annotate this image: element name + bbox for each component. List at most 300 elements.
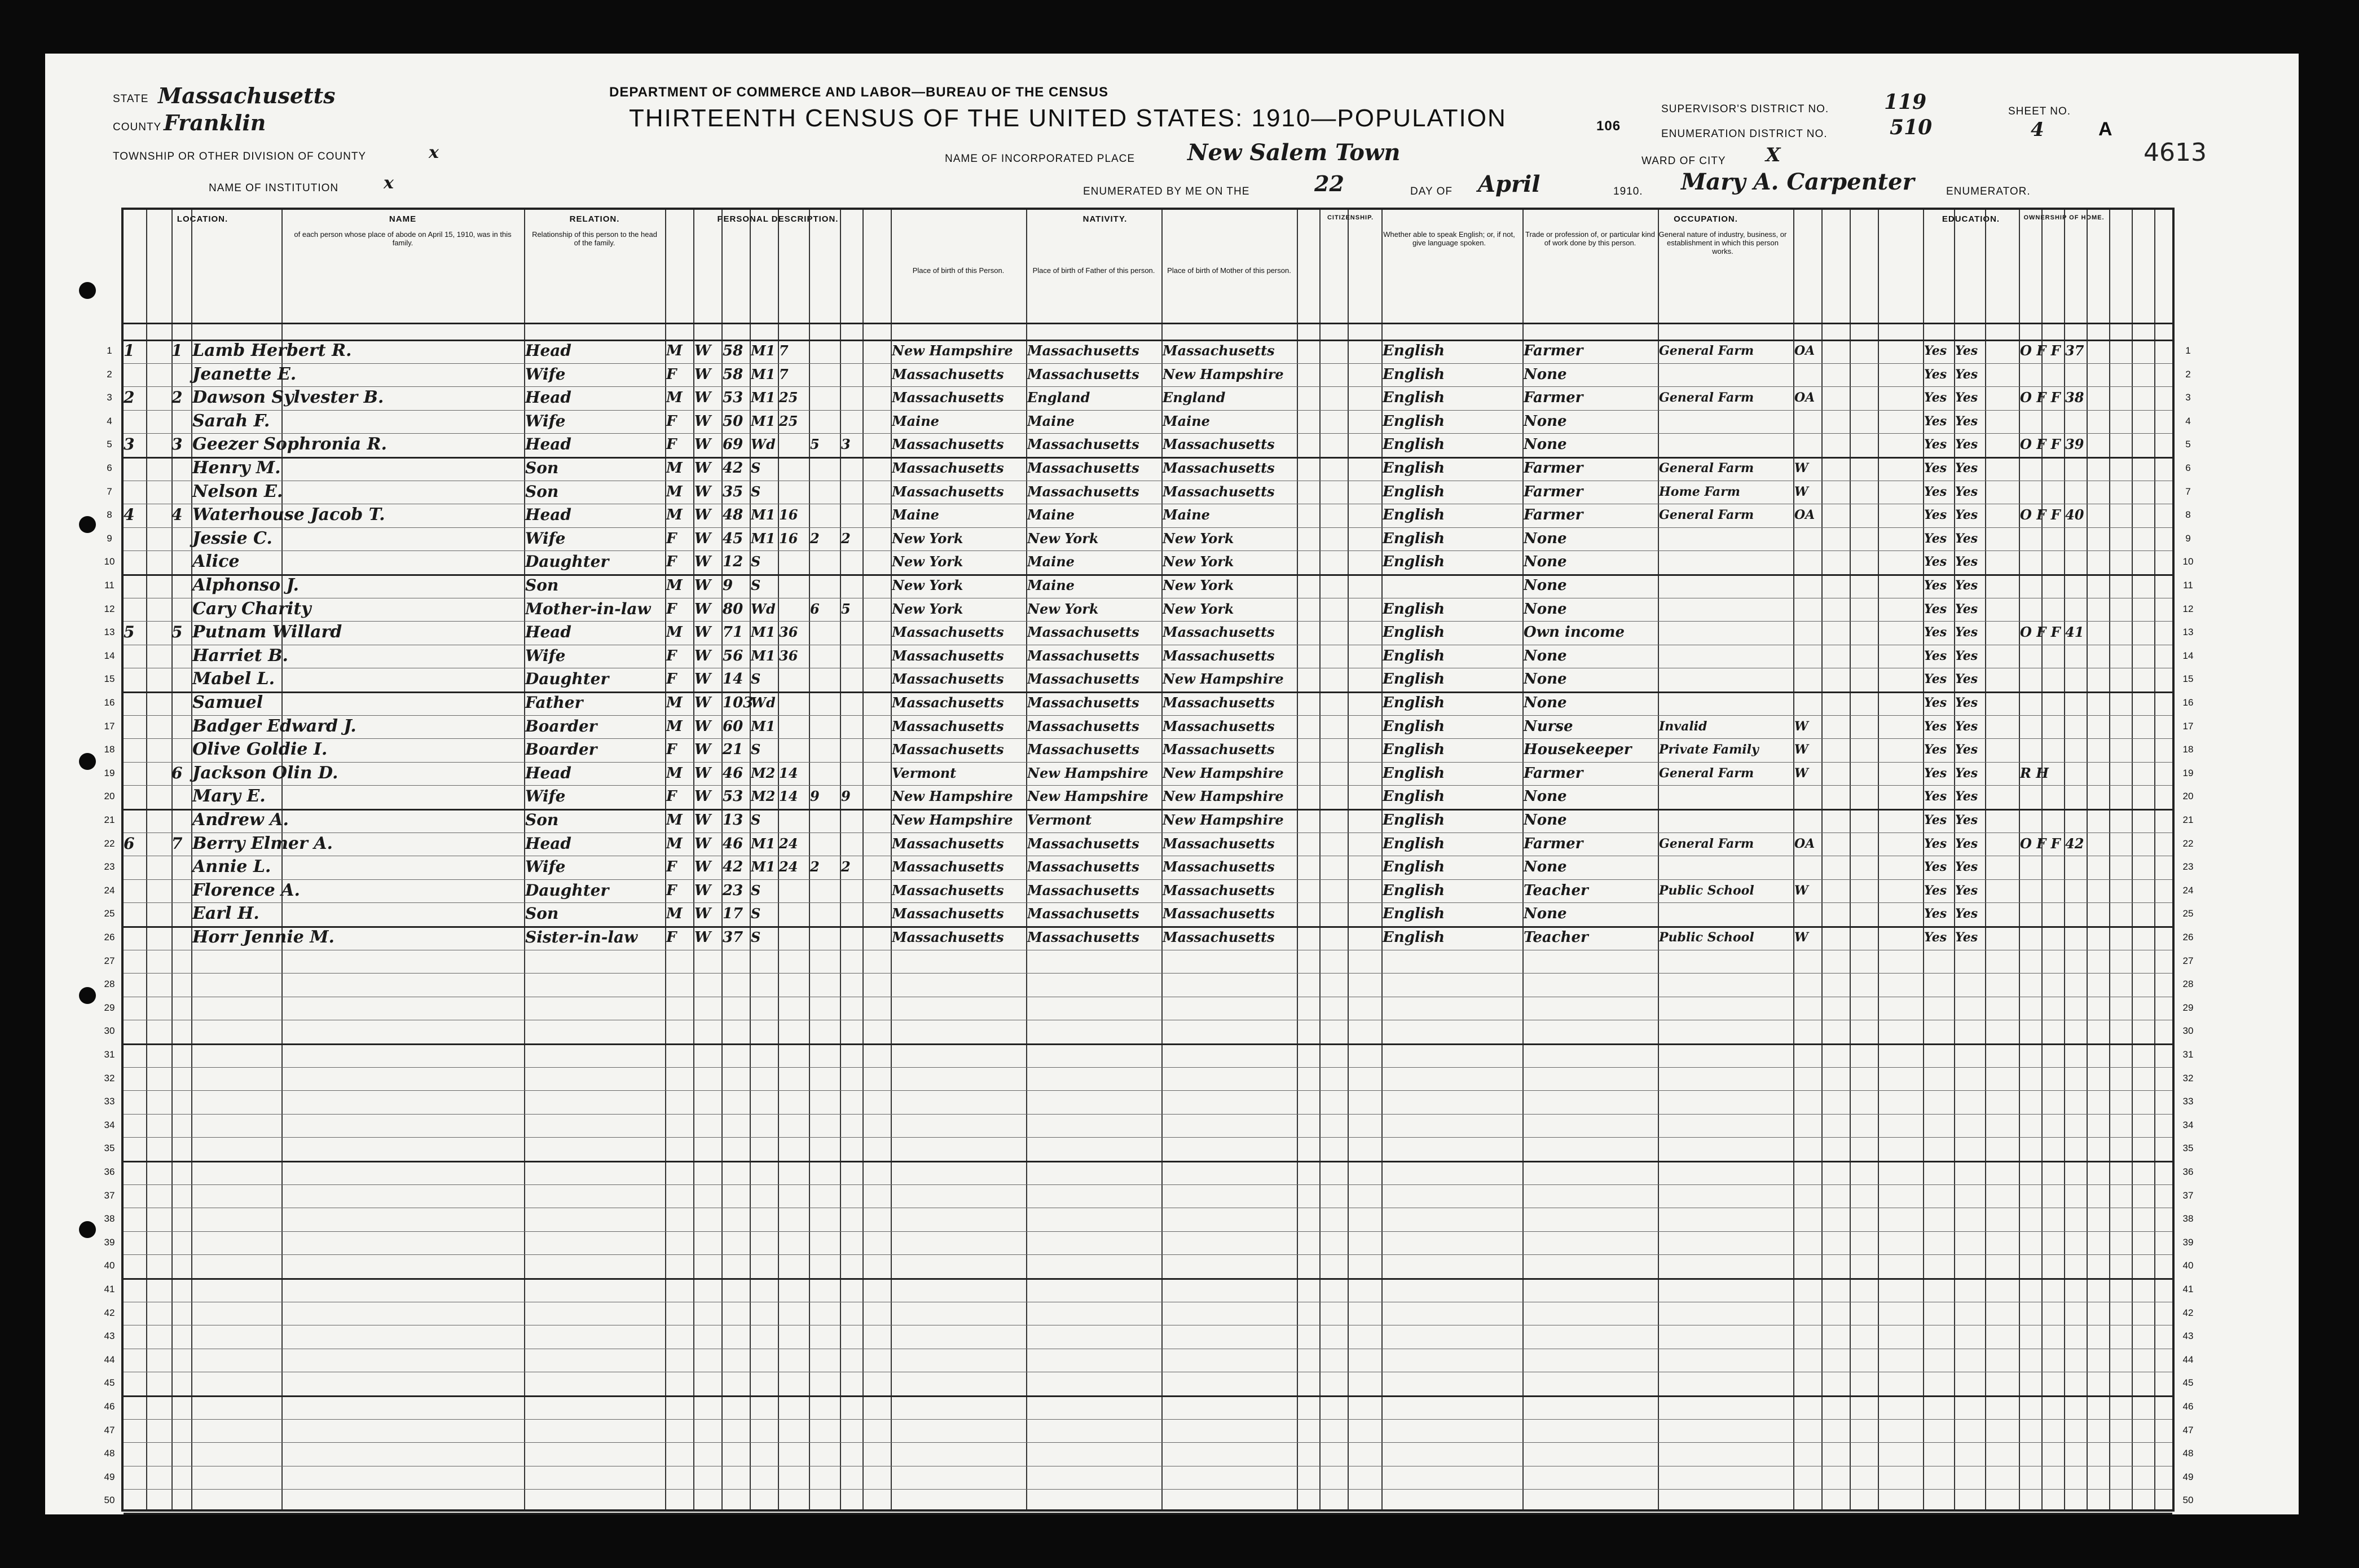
cell-ch: 2 — [810, 530, 820, 547]
cell-trade: Housekeeper — [1524, 741, 1632, 759]
cell-lang: English — [1383, 365, 1445, 383]
line-number: 22 — [104, 838, 115, 849]
cell-trade: Farmer — [1524, 389, 1583, 407]
cell-ms: M1 — [751, 835, 776, 852]
line-number: 1 — [2185, 345, 2191, 356]
line-number: 23 — [2182, 861, 2194, 873]
cell-trade: Farmer — [1524, 483, 1583, 500]
cell-age: 46 — [723, 835, 743, 852]
cell-emp: W — [1794, 461, 1808, 475]
cell-fbp: Massachusetts — [1027, 717, 1139, 734]
line-number: 15 — [2182, 673, 2194, 685]
cell-lang: English — [1383, 600, 1445, 618]
cell-ms: Wd — [751, 600, 776, 617]
cell-write: Yes — [1955, 437, 1978, 452]
cell-fbp: Vermont — [1027, 812, 1092, 828]
cell-age: 17 — [723, 905, 743, 923]
punch-hole — [79, 1221, 96, 1238]
cell-fbp: Maine — [1027, 577, 1075, 593]
cell-write: Yes — [1955, 906, 1978, 922]
cell-bp: Maine — [892, 412, 939, 429]
department-line: DEPARTMENT OF COMMERCE AND LABOR—BUREAU OF THE CENSUS — [609, 85, 1108, 100]
cell-race: W — [694, 483, 711, 500]
cell-sex: M — [666, 460, 683, 477]
cell-yrs: 36 — [779, 647, 798, 664]
cell-bp: Massachusetts — [892, 647, 1004, 664]
cell-write: Yes — [1955, 883, 1978, 898]
cell-rel: Daughter — [525, 670, 609, 689]
cell-rel: Head — [525, 388, 571, 407]
cell-age: 60 — [723, 717, 743, 735]
line-number: 16 — [2182, 697, 2194, 708]
cell-sex: F — [666, 929, 677, 946]
row-rule — [124, 1043, 2172, 1045]
column-rule — [1297, 210, 1298, 1509]
cell-name: Andrew A. — [192, 810, 289, 830]
cell-name: Horr Jennie M. — [192, 927, 335, 947]
cell-mbp: Massachusetts — [1163, 882, 1275, 898]
cell-emp: W — [1794, 742, 1808, 757]
cell-bp: Massachusetts — [892, 671, 1004, 688]
cell-fam: 6 — [171, 763, 183, 782]
cell-ms: S — [751, 553, 761, 570]
cell-rel: Wife — [525, 528, 566, 548]
cell-read: Yes — [1924, 860, 1947, 875]
line-number: 42 — [2182, 1307, 2194, 1318]
cell-rel: Wife — [525, 364, 566, 384]
cell-lang: English — [1383, 671, 1445, 688]
line-number: 9 — [107, 532, 112, 544]
cell-ms: M1 — [751, 389, 776, 406]
cell-read: Yes — [1924, 672, 1947, 687]
cell-read: Yes — [1924, 906, 1947, 922]
cell-write: Yes — [1955, 719, 1978, 734]
cell-name: Florence A. — [192, 880, 300, 900]
cell-read: Yes — [1924, 765, 1947, 781]
enumeration-district: 510 — [1890, 116, 1933, 139]
cell-trade: Nurse — [1524, 717, 1573, 735]
cell-fbp: Massachusetts — [1027, 671, 1139, 688]
cell-name: Harriet B. — [192, 645, 288, 666]
cell-own: O F F 39 — [2020, 436, 2084, 453]
cell-trade: Farmer — [1524, 835, 1583, 852]
cell-fbp: England — [1027, 389, 1090, 406]
cell-bp: Massachusetts — [892, 694, 1004, 711]
cell-write: Yes — [1955, 765, 1978, 781]
cell-mbp: Massachusetts — [1163, 342, 1275, 359]
cell-write: Yes — [1955, 508, 1978, 523]
column-rule — [1878, 210, 1879, 1509]
row-rule — [124, 550, 2172, 551]
cell-lang: English — [1383, 905, 1445, 923]
cell-yrs: 7 — [779, 365, 789, 382]
line-number: 48 — [2182, 1448, 2194, 1459]
cell-name: Geezer Sophronia R. — [192, 434, 387, 455]
cell-lang: English — [1383, 530, 1445, 547]
cell-ind: General Farm — [1659, 390, 1754, 406]
cell-lang: English — [1383, 647, 1445, 664]
row-rule — [124, 1161, 2172, 1162]
cell-own: R H — [2020, 764, 2049, 781]
cell-fbp: Massachusetts — [1027, 858, 1139, 875]
cell-emp: W — [1794, 484, 1808, 499]
cell-fbp: New Hampshire — [1027, 788, 1148, 805]
line-number: 10 — [2182, 556, 2194, 567]
cell-read: Yes — [1924, 343, 1947, 358]
cell-age: 53 — [723, 788, 743, 805]
line-number: 24 — [2182, 884, 2194, 896]
cell-ms: S — [751, 882, 761, 898]
line-number: 23 — [104, 861, 115, 873]
cell-name: Dawson Sylvester B. — [192, 387, 384, 408]
cell-bp: Massachusetts — [892, 365, 1004, 382]
cell-dw: 2 — [124, 388, 135, 407]
cell-rel: Wife — [525, 411, 566, 430]
cell-read: Yes — [1924, 695, 1947, 710]
cell-ind: General Farm — [1659, 765, 1754, 781]
cell-yrs: 7 — [779, 342, 789, 359]
line-number: 43 — [104, 1331, 115, 1342]
line-number: 5 — [2185, 439, 2191, 450]
cell-age: 80 — [723, 600, 743, 618]
cell-race: W — [694, 412, 711, 430]
cell-own: O F F 37 — [2020, 342, 2084, 359]
cell-bp: Massachusetts — [892, 436, 1004, 453]
line-number: 12 — [104, 603, 115, 614]
cell-lang: English — [1383, 506, 1445, 524]
punch-hole — [79, 516, 96, 533]
cell-trade: None — [1524, 412, 1567, 430]
cell-read: Yes — [1924, 484, 1947, 499]
cell-trade: Farmer — [1524, 342, 1583, 359]
cell-age: 103 — [723, 694, 754, 711]
cell-bp: Massachusetts — [892, 858, 1004, 875]
cell-read: Yes — [1924, 461, 1947, 475]
cell-write: Yes — [1955, 930, 1978, 945]
line-number: 50 — [104, 1495, 115, 1506]
cell-age: 14 — [723, 671, 743, 688]
cell-own: O F F 40 — [2020, 506, 2084, 523]
cell-sex: M — [666, 506, 683, 524]
cell-mbp: England — [1163, 389, 1226, 406]
line-number: 49 — [2182, 1471, 2194, 1482]
cell-write: Yes — [1955, 742, 1978, 757]
cell-name: Cary Charity — [192, 598, 311, 619]
cell-trade: None — [1524, 553, 1567, 571]
cell-race: W — [694, 812, 711, 829]
cell-ms: S — [751, 812, 761, 828]
stamp-number: 4613 — [2144, 138, 2207, 167]
line-number: 32 — [2182, 1072, 2194, 1083]
cell-ind: General Farm — [1659, 343, 1754, 358]
row-rule — [124, 762, 2172, 763]
cell-rel: Boarder — [525, 716, 597, 735]
line-number: 27 — [2182, 955, 2194, 966]
cell-ind: General Farm — [1659, 508, 1754, 523]
cell-trade: None — [1524, 858, 1567, 876]
cell-yrs: 24 — [779, 835, 798, 852]
cell-mbp: New Hampshire — [1163, 365, 1284, 382]
cell-write: Yes — [1955, 484, 1978, 499]
cell-read: Yes — [1924, 601, 1947, 616]
cell-rel: Wife — [525, 857, 566, 877]
line-number: 37 — [2182, 1190, 2194, 1201]
line-number: 42 — [104, 1307, 115, 1318]
cell-ms: S — [751, 671, 761, 688]
cell-trade: None — [1524, 600, 1567, 618]
cell-name: Sarah F. — [192, 411, 270, 431]
cell-ch: 9 — [810, 788, 820, 805]
line-number: 28 — [2182, 979, 2194, 990]
line-number: 50 — [2182, 1495, 2194, 1506]
cell-fbp: Massachusetts — [1027, 929, 1139, 945]
cell-trade: Teacher — [1524, 882, 1588, 899]
line-number: 13 — [2182, 627, 2194, 638]
cell-lang: English — [1383, 694, 1445, 711]
cell-name: Mary E. — [192, 786, 266, 807]
line-number: 18 — [104, 744, 115, 755]
column-number-rule — [124, 323, 2172, 324]
cell-mbp: Massachusetts — [1163, 624, 1275, 641]
cell-trade: None — [1524, 812, 1567, 829]
census-table: LOCATION. NAME RELATION. PERSONAL DESCRIPTION. NATIVITY. CITIZENSHIP. OCCUPATION. EDUCATION. OWNERSHIP OF HOME. of each person whose place of abode on April 15, 1910, was in this family. Relationship of this person to the head of the family. Place of birth of this Person. Place of birth of Father of this person. Place of birth of Mother of this person. Whether able to speak English; or, if not, give language spoken. Trade or profession of, or particular kind of work done by this person. General nature of industry, business, or establishment in which this person works. 1 1 2 2 3 3 4 4 5 5 6 6 7 7 8 8 9 9 10 10 11 11 12 12 13 13 14 14 15 15 16 16 17 17 18 18 19 19 20 20 21 21 22 22 23 23 24 24 25 25 26 26 27 27 28 28 29 29 30 30 31 31 32 32 33 33 34 34 35 35 36 36 37 37 38 38 39 39 40 40 41 41 42 42 43 43 44 44 45 45 46 46 47 47 48 48 49 49 50 50 1 1 Lamb Herbert R. Head M W 58 M1 7 New Hampshire Massachusetts Massachusetts English Farmer General Farm OA Yes Yes O F F 37 Jeanette E. Wife F W 58 M1 7 Massachusetts Massachusetts New Hampshire English None Yes Yes 2 2 Dawson Sylvester B. Head M W 53 M1 25 Massachusetts England England English Farmer General Farm OA Yes Yes O F F 38 Sarah F. Wife F W 50 M1 25 Maine Maine Maine English None Yes Yes 3 3 Geezer Sophronia R. Head F W 69 Wd 5 3 Massachusetts Massachusetts Massachusetts English None Yes Yes O F F 39 Henry M. Son M W 42 S Massachusetts Massachusetts Massachusetts English Farmer General Farm W Yes Yes Nelson E. Son M W 35 S Massachusetts Massachusetts Massachusetts English Farmer Home Farm W Yes Yes 4 4 Waterhouse Jacob T. Head M W 48 M1 16 Maine Maine Maine English Farmer General Farm OA Yes Yes O F F 40 Jessie C. Wife F W 45 M1 16 2 2 New York New York New York English None Yes Yes Alice Daughter F W 12 S New York Maine New York English None Yes Yes Alphonso J. Son M W 9 S New York Maine New York None Yes Yes Cary Charity Mother-in-law F W 80 Wd 6 5 New York New York New York English None Yes Yes 5 5 Putnam Willard Head M W 71 M1 36 Massachusetts Massachusetts Massachusetts English Own income Yes Yes O F F 41 Harriet B. Wife F W 56 M1 36 Massachusetts Massachusetts Massachusetts English None Yes Yes Mabel L. Daughter F W 14 S Massachusetts Massachusetts New Hampshire English None Yes Yes Samuel Father M W 103 Wd Massachusetts Massachusetts Massachusetts English None Yes Yes Badger Edward J. Boarder M W 60 M1 Massachusetts Massachusetts Massachusetts English Nurse Invalid W Yes Yes Olive Goldie I. Boarder F W 21 S Massachusetts Massachusetts Massachusetts English Housekeeper Private Family W Yes Yes 6 Jackson Olin D. Head M W 46 M2 14 Vermont New Hampshire New Hampshire English Farmer General Farm W Yes Yes R H Mary E. Wife F W 53 M2 14 9 9 New Hampshire New Hampshire New Hampshire English None Yes Yes Andrew A. Son M W 13 S New Hampshire Vermont New Hampshire English None Yes Yes 6 7 Berry Elmer A. Head M W 46 M1 24 Massachusetts Massachusetts Massachusetts English Farmer General Farm OA Yes Yes O F F 42 Annie L. Wife F W 42 M1 24 2 2 Massachusetts Massachusetts Massachusetts English None Yes Yes Florence A. Daughter F W 23 S Massachusetts Massachusetts Massachusetts English Teacher Public School W Yes Yes Earl H. Son M W 17 S Massachusetts Massachusetts Massachusetts English None Yes Yes Horr Jennie M. Sister-in-law F W 37 S Massachusetts Massachusetts Massachusetts English Teacher Public School W Yes Yes — [121, 208, 2175, 1512]
cell-fbp: Maine — [1027, 553, 1075, 570]
cell-fbp: Massachusetts — [1027, 342, 1139, 359]
cell-ms: M1 — [751, 717, 776, 734]
state-value: Massachusetts — [158, 83, 336, 108]
cell-age: 21 — [723, 741, 743, 759]
cell-lang: English — [1383, 624, 1445, 641]
cell-ms: M1 — [751, 624, 776, 641]
line-number: 1 — [107, 345, 112, 356]
cell-yrs: 14 — [779, 788, 798, 805]
line-number: 34 — [2182, 1119, 2194, 1130]
cell-race: W — [694, 788, 711, 805]
cell-emp: W — [1794, 930, 1808, 945]
cell-name: Samuel — [192, 693, 263, 712]
cell-own: O F F 38 — [2020, 389, 2084, 406]
row-rule — [124, 527, 2172, 528]
cell-rel: Mother-in-law — [525, 599, 651, 618]
cell-ind: Public School — [1659, 883, 1754, 898]
cell-trade: Farmer — [1524, 506, 1583, 524]
cell-ms: S — [751, 929, 761, 945]
line-number: 8 — [107, 509, 112, 521]
cell-bp: Vermont — [892, 764, 957, 781]
cell-name: Jackson Olin D. — [192, 763, 338, 783]
cell-write: Yes — [1955, 625, 1978, 640]
cell-age: 69 — [723, 436, 743, 453]
cell-bp: New Hampshire — [892, 812, 1013, 828]
cell-sex: M — [666, 577, 683, 594]
line-number: 25 — [2182, 908, 2194, 919]
line-number: 39 — [104, 1236, 115, 1248]
line-number: 44 — [104, 1354, 115, 1365]
cell-mbp: Maine — [1163, 506, 1210, 523]
punch-hole — [79, 282, 96, 299]
cell-yrs: 16 — [779, 530, 798, 547]
cell-ms: M1 — [751, 412, 776, 429]
row-rule — [124, 1231, 2172, 1232]
cell-bp: Massachusetts — [892, 905, 1004, 922]
cell-sex: F — [666, 788, 677, 805]
cell-ms: S — [751, 460, 761, 476]
cell-write: Yes — [1955, 531, 1978, 546]
cell-write: Yes — [1955, 789, 1978, 804]
cell-name: Waterhouse Jacob T. — [192, 505, 385, 525]
cell-fam: 2 — [171, 388, 183, 407]
line-number: 12 — [2182, 603, 2194, 614]
cell-fbp: Massachusetts — [1027, 694, 1139, 711]
cell-lang: English — [1383, 835, 1445, 852]
cell-write: Yes — [1955, 554, 1978, 570]
cell-fbp: New Hampshire — [1027, 764, 1148, 781]
cell-bp: Massachusetts — [892, 460, 1004, 476]
cell-race: W — [694, 506, 711, 524]
cell-sex: F — [666, 530, 677, 547]
cell-race: W — [694, 624, 711, 641]
line-number: 46 — [2182, 1401, 2194, 1412]
cell-lang: English — [1383, 882, 1445, 899]
cell-race: W — [694, 858, 711, 876]
cell-yrs: 36 — [779, 624, 798, 641]
cell-rel: Wife — [525, 646, 566, 665]
cell-bp: New Hampshire — [892, 788, 1013, 805]
cell-mbp: Massachusetts — [1163, 483, 1275, 500]
cell-lang: English — [1383, 929, 1445, 946]
cell-bp: New York — [892, 600, 963, 617]
cell-trade: None — [1524, 788, 1567, 805]
cell-sex: M — [666, 764, 683, 782]
row-rule — [124, 1090, 2172, 1091]
cell-race: W — [694, 600, 711, 618]
cell-trade: None — [1524, 647, 1567, 664]
cell-read: Yes — [1924, 836, 1947, 851]
cell-trade: None — [1524, 577, 1567, 594]
line-number: 32 — [104, 1072, 115, 1083]
line-number: 21 — [2182, 814, 2194, 825]
line-number: 33 — [104, 1096, 115, 1107]
line-number: 33 — [2182, 1096, 2194, 1107]
line-number: 25 — [104, 908, 115, 919]
cell-name: Olive Goldie I. — [192, 739, 328, 760]
cell-race: W — [694, 342, 711, 359]
cell-sex: F — [666, 412, 677, 430]
cell-rel: Head — [525, 505, 571, 525]
cell-race: W — [694, 741, 711, 759]
cell-sex: F — [666, 741, 677, 759]
cell-mbp: Massachusetts — [1163, 858, 1275, 875]
sheet-number: 4 — [2031, 118, 2044, 141]
cell-mbp: New Hampshire — [1163, 812, 1284, 828]
cell-name: Badger Edward J. — [192, 716, 357, 736]
cell-lang: English — [1383, 342, 1445, 359]
row-rule — [124, 785, 2172, 786]
cell-read: Yes — [1924, 390, 1947, 406]
line-number: 26 — [2182, 932, 2194, 942]
line-number: 24 — [104, 884, 115, 896]
cell-fam: 3 — [171, 435, 183, 454]
punch-hole — [79, 753, 96, 770]
cell-mbp: New York — [1163, 600, 1234, 617]
form-number: 106 — [1596, 118, 1621, 134]
page-title: THIRTEENTH CENSUS OF THE UNITED STATES: 1910—POPULATION — [629, 104, 1507, 132]
line-number: 44 — [2182, 1354, 2194, 1365]
cell-rel: Wife — [525, 787, 566, 806]
cell-bp: New York — [892, 530, 963, 547]
column-rule — [1850, 210, 1851, 1509]
cell-read: Yes — [1924, 648, 1947, 663]
line-number: 31 — [2182, 1049, 2194, 1060]
cell-write: Yes — [1955, 343, 1978, 358]
cell-rel: Father — [525, 693, 583, 712]
line-number: 40 — [104, 1260, 115, 1271]
cell-lang: English — [1383, 717, 1445, 735]
cell-trade: None — [1524, 905, 1567, 923]
row-rule — [124, 433, 2172, 434]
cell-age: 42 — [723, 460, 743, 477]
cell-ms: S — [751, 741, 761, 758]
line-number: 49 — [104, 1471, 115, 1482]
enumeration-month: April — [1478, 171, 1541, 197]
cell-name: Earl H. — [192, 904, 259, 924]
cell-race: W — [694, 436, 711, 453]
line-number: 35 — [2182, 1143, 2194, 1154]
cell-rel: Head — [525, 834, 571, 853]
cell-dw: 1 — [124, 341, 135, 360]
cell-read: Yes — [1924, 554, 1947, 570]
cell-name: Alice — [192, 552, 240, 572]
line-number: 19 — [2182, 767, 2194, 778]
cell-fbp: Massachusetts — [1027, 436, 1139, 453]
line-number: 41 — [2182, 1284, 2194, 1294]
line-number: 4 — [107, 415, 112, 426]
cell-bp: Massachusetts — [892, 624, 1004, 641]
cell-ms: Wd — [751, 694, 776, 711]
cell-rel: Head — [525, 341, 571, 360]
cell-read: Yes — [1924, 413, 1947, 429]
cell-write: Yes — [1955, 390, 1978, 406]
cell-lang: English — [1383, 858, 1445, 876]
line-number: 30 — [104, 1025, 115, 1037]
cell-read: Yes — [1924, 437, 1947, 452]
cell-race: W — [694, 694, 711, 711]
cell-write: Yes — [1955, 461, 1978, 475]
line-number: 4 — [2185, 415, 2191, 426]
cell-write: Yes — [1955, 367, 1978, 382]
cell-sex: M — [666, 389, 683, 407]
cell-rel: Son — [525, 482, 559, 501]
cell-mbp: Maine — [1163, 412, 1210, 429]
cell-rel: Son — [525, 459, 559, 477]
line-number: 7 — [2185, 486, 2191, 497]
supervisor-district: 119 — [1884, 90, 1927, 114]
cell-write: Yes — [1955, 413, 1978, 429]
cell-trade: Teacher — [1524, 929, 1588, 946]
cell-name: Alphonso J. — [192, 575, 299, 595]
row-rule — [124, 1184, 2172, 1185]
cell-age: 42 — [723, 858, 743, 876]
cell-lang: English — [1383, 436, 1445, 453]
cell-mbp: Massachusetts — [1163, 835, 1275, 852]
cell-sex: F — [666, 647, 677, 664]
cell-ms: M2 — [751, 788, 776, 805]
cell-fbp: New York — [1027, 600, 1099, 617]
cell-bp: Massachusetts — [892, 717, 1004, 734]
line-number: 45 — [2182, 1377, 2194, 1389]
line-number: 3 — [2185, 392, 2191, 403]
line-number: 37 — [104, 1190, 115, 1201]
